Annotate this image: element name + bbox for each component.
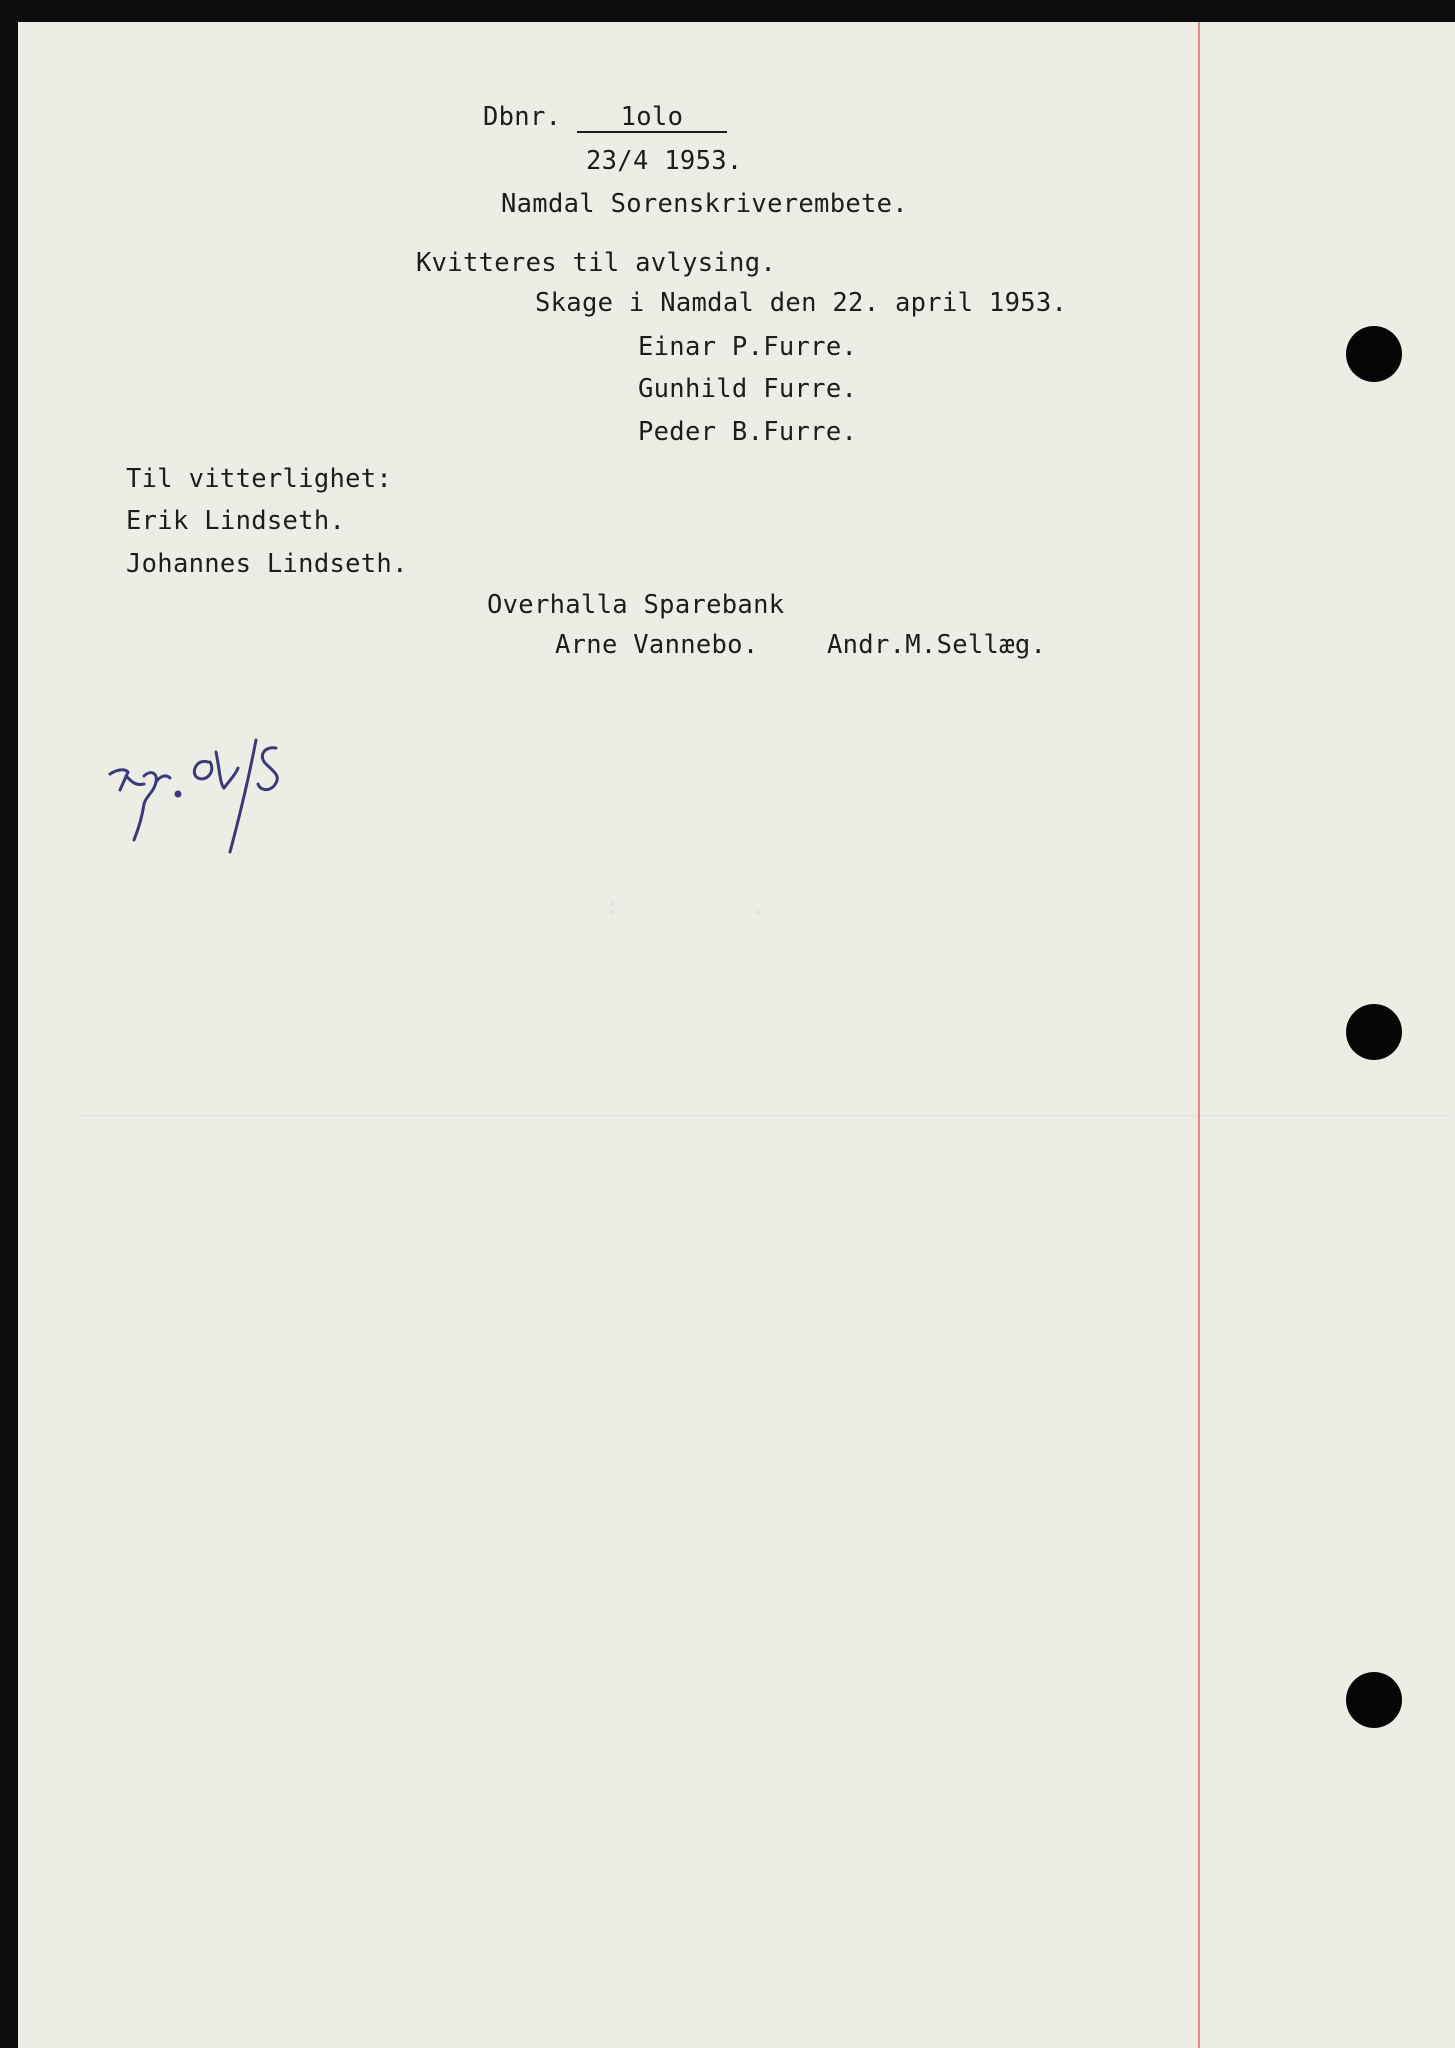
handwritten-note: [98, 712, 348, 862]
dbnr-value: 1olo: [577, 104, 727, 133]
fold-crease: [78, 1115, 1448, 1116]
witness-heading: Til vitterlighet:: [126, 464, 393, 494]
punch-hole: [1346, 1004, 1402, 1060]
punch-hole: [1346, 326, 1402, 382]
office-name: Namdal Sorenskriverembete.: [501, 189, 908, 219]
handwritten-signature: [98, 712, 348, 862]
witness-line: Erik Lindseth.: [126, 506, 346, 536]
signatory-line: Gunhild Furre.: [638, 374, 858, 404]
bank-signatory: Arne Vannebo.: [555, 630, 759, 660]
witness-line: Johannes Lindseth.: [126, 549, 408, 579]
punch-hole: [1346, 1672, 1402, 1728]
signatory-line: Einar P.Furre.: [638, 332, 858, 362]
show-through-text: : .: [158, 892, 765, 920]
bank-name: Overhalla Sparebank: [487, 590, 785, 620]
document-page: [18, 22, 1455, 2048]
red-margin-line: [1198, 22, 1200, 2048]
dbnr-label: Dbnr.: [483, 102, 562, 132]
dbnr-line: [483, 102, 727, 133]
date-received: 23/4 1953.: [586, 146, 743, 176]
place-date: Skage i Namdal den 22. april 1953.: [535, 288, 1068, 318]
signatory-line: Peder B.Furre.: [638, 417, 858, 447]
bank-signatory: Andr.M.Sellæg.: [827, 630, 1047, 660]
receipt-text: Kvitteres til avlysing.: [416, 248, 777, 278]
